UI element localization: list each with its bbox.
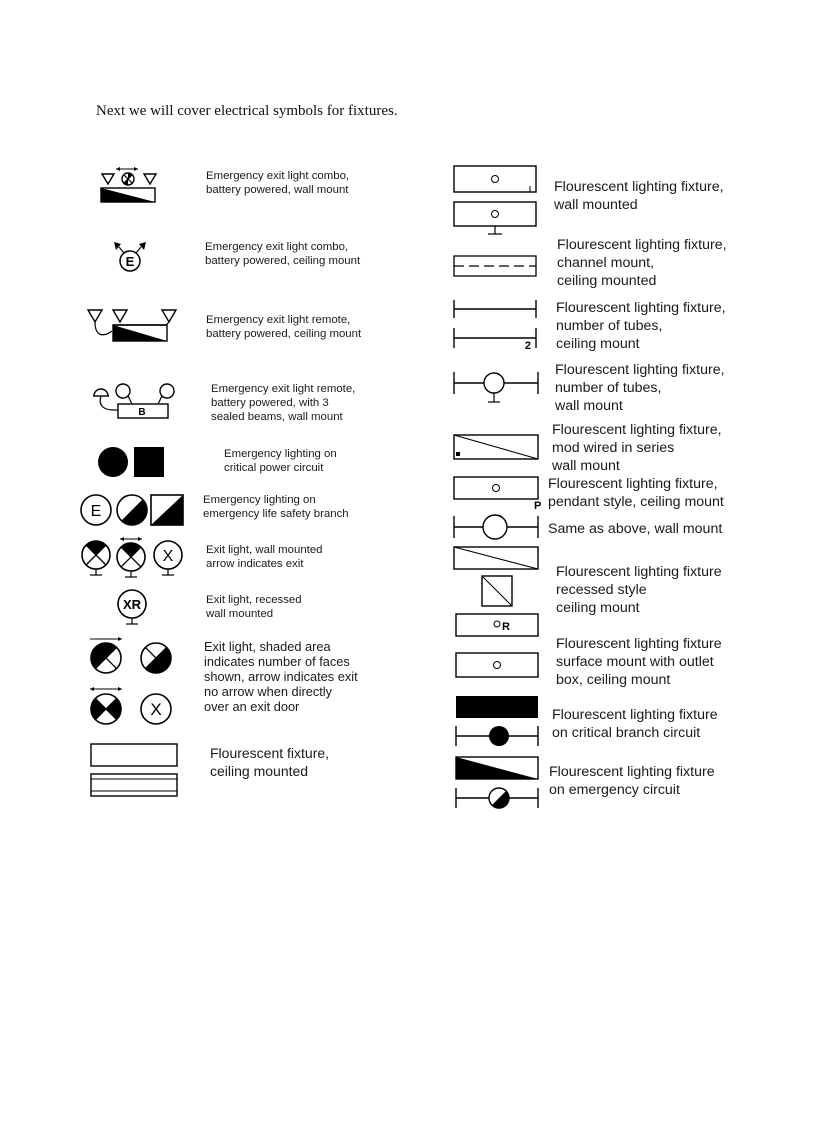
fixture-surface-icon xyxy=(452,650,542,680)
exit-combo-wall-symbol xyxy=(100,166,162,206)
exit-faces-letter: X xyxy=(150,700,162,719)
label-exit-remote-ceiling: Emergency exit light remote, battery powered, ceiling mount xyxy=(206,314,362,340)
emergency-critical-icon xyxy=(97,445,167,479)
label-emergency-critical: Emergency lighting on critical power circuit xyxy=(224,448,337,474)
label-fixture-tubes-ceiling: Flourescent lighting fixture, number of tubes, ceiling mount xyxy=(556,300,726,352)
fixture-surface-symbol xyxy=(452,650,542,680)
label-fixture-tubes-wall: Flourescent lighting fixture, number of tubes, wall mount xyxy=(555,362,725,414)
label-fixture-channel: Flourescent lighting fixture, channel mount, ceiling mounted xyxy=(557,237,727,289)
exit-combo-ceiling-letter: E xyxy=(125,254,135,269)
fixture-channel-symbol xyxy=(452,252,540,280)
exit-recessed-symbol xyxy=(114,588,150,630)
fixture-wall-icon xyxy=(452,164,540,242)
label-fixture-pendant-wall: Same as above, wall mount xyxy=(548,521,723,537)
exit-combo-ceiling-symbol xyxy=(110,238,150,274)
label-fixture-emergency-circuit: Flourescent lighting fixture on emergency circuit xyxy=(549,764,715,798)
exit-wall-symbol xyxy=(80,537,186,581)
exit-recessed-letters: XR xyxy=(122,597,142,612)
exit-faces-symbol xyxy=(86,636,178,730)
label-fixture-series: Flourescent lighting fixture, mod wired in series wall mount xyxy=(552,422,722,474)
fixture-pendant-wall-symbol xyxy=(452,512,542,542)
tubes-count-label: 2 xyxy=(524,340,531,352)
exit-wall-letter: X xyxy=(162,548,174,565)
fixture-critical-branch-symbol xyxy=(452,694,542,754)
label-exit-faces: Exit light, shaded area indicates number of faces shown, arrow indicates exit no arrow when directly over an exit door xyxy=(204,639,358,714)
label-exit-combo-wall: Emergency exit light combo, battery powered, wall mount xyxy=(206,170,350,196)
fixture-emergency-circuit-icon xyxy=(452,754,542,814)
fixture-recessed-icon xyxy=(452,544,542,640)
label-exit-recessed: Exit light, recessed wall mounted xyxy=(206,594,302,620)
exit-remote-beams-letter: B xyxy=(138,407,146,418)
fixture-emergency-circuit-symbol xyxy=(452,754,542,814)
label-flourescent-ceiling: Flourescent fixture, ceiling mounted xyxy=(210,745,330,779)
fixture-tubes-ceiling-icon xyxy=(452,298,542,352)
pendant-letter: P xyxy=(534,500,542,512)
fixture-critical-branch-icon xyxy=(452,694,542,754)
fixture-pendant-icon xyxy=(452,474,548,512)
label-fixture-recessed: Flourescent lighting fixture recessed style ceiling mount xyxy=(556,564,722,616)
label-exit-remote-beams: Emergency exit light remote, battery powered, with 3 sealed beams, wall mount xyxy=(211,383,356,423)
exit-remote-beams-icon xyxy=(90,380,180,422)
fixture-tubes-wall-symbol xyxy=(452,370,542,412)
intro-text: Next we will cover electrical symbols for fixtures. xyxy=(96,103,398,119)
label-exit-wall: Exit light, wall mounted arrow indicates exit xyxy=(206,544,323,570)
fixture-tubes-wall-icon xyxy=(452,370,542,412)
fixture-tubes-ceiling-symbol xyxy=(452,298,542,352)
fixture-pendant-symbol xyxy=(452,474,548,512)
exit-combo-wall-icon xyxy=(100,166,162,206)
exit-remote-ceiling-icon xyxy=(82,305,182,345)
label-emergency-life-safety: Emergency lighting on emergency life safety branch xyxy=(203,494,349,520)
label-fixture-surface: Flourescent lighting fixture surface mount with outlet box, ceiling mount xyxy=(556,636,722,688)
exit-combo-ceiling-icon xyxy=(110,238,150,274)
fixture-pendant-wall-icon xyxy=(452,512,542,542)
exit-remote-beams-symbol xyxy=(90,380,180,422)
fixture-recessed-symbol xyxy=(452,544,542,640)
recessed-letter: R xyxy=(502,621,510,633)
exit-remote-ceiling-symbol xyxy=(82,305,182,345)
fixture-series-symbol xyxy=(452,432,542,462)
flourescent-ceiling-symbol xyxy=(90,742,180,800)
exit-recessed-icon xyxy=(114,588,150,630)
fixture-series-icon xyxy=(452,432,542,462)
emergency-life-safety-symbol xyxy=(80,492,186,528)
exit-faces-icon xyxy=(86,636,178,730)
exit-wall-icon xyxy=(80,537,186,581)
emergency-critical-symbol xyxy=(97,445,167,479)
emergency-life-safety-icon xyxy=(80,492,186,528)
life-safety-letter: E xyxy=(90,503,102,520)
flourescent-ceiling-icon xyxy=(90,742,180,800)
fixture-channel-icon xyxy=(452,252,540,280)
fixture-wall-symbol xyxy=(452,164,540,242)
label-fixture-wall: Flourescent lighting fixture, wall mounted xyxy=(554,179,724,213)
label-exit-combo-ceiling: Emergency exit light combo, battery powered, ceiling mount xyxy=(205,241,361,267)
label-fixture-critical-branch: Flourescent lighting fixture on critical branch circuit xyxy=(552,707,718,741)
label-fixture-pendant: Flourescent lighting fixture, pendant style, ceiling mount xyxy=(548,476,724,510)
